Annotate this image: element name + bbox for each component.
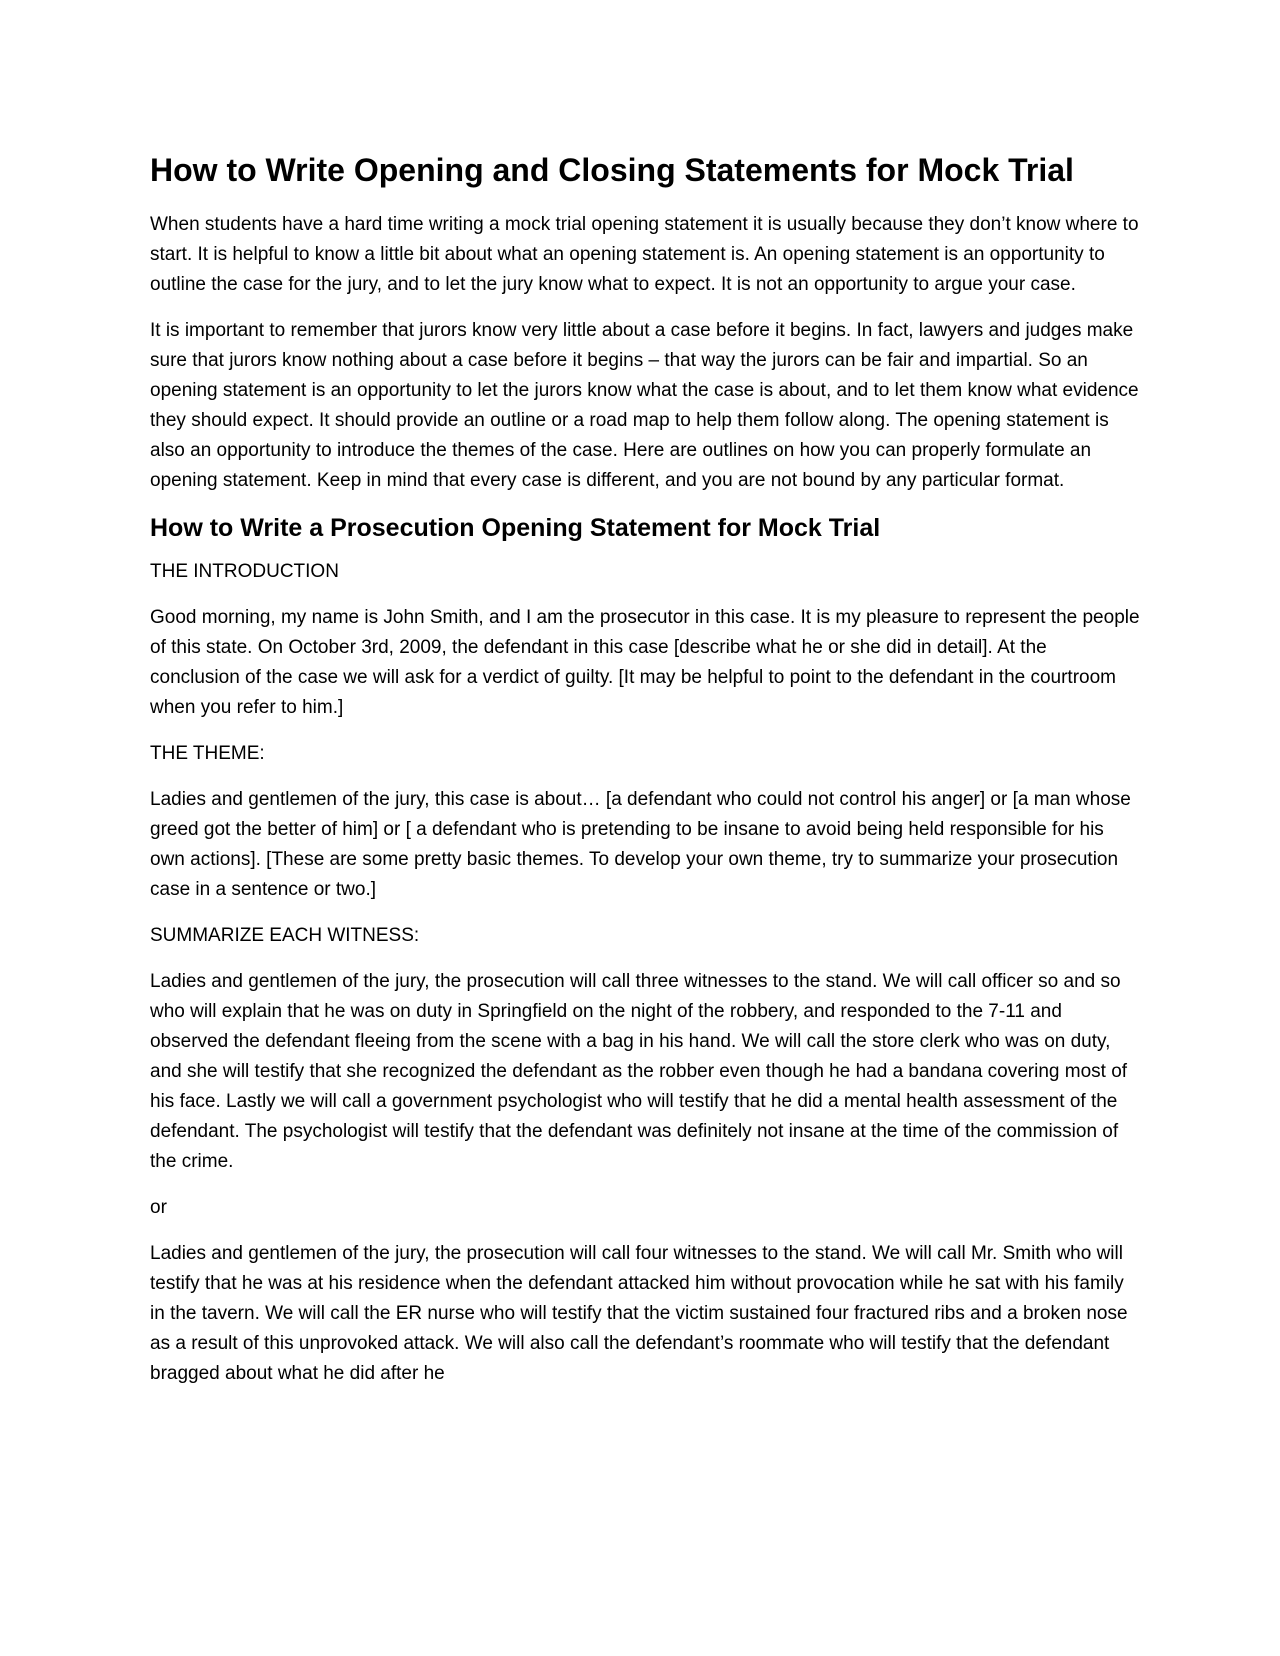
introduction-text: Good morning, my name is John Smith, and I am the prosecutor in this case. It is my pleasure to represent the people of this state. On October 3rd, 2009, the defendant in this case [describe what he or she did in detail]. At the conclusion of the case we will ask for a verdict of guilty. [It may be helpful to point to the defendant in the courtroom when you refer to him.] xyxy=(150,606,1140,718)
theme-label: THE THEME: xyxy=(150,742,265,764)
witness-text-1: Ladies and gentlemen of the jury, the prosecution will call three witnesses to the stand. We will call officer so and so who will explain that he was on duty in Springfield on the night of the robbery, and responded to the 7-11 and observed the defendant fleeing from the scene with a bag in his hand. We will call the store clerk who was on duty, and she will testify that she recognized the defendant as the robber even though he had a bandana covering most of his face. Lastly we will call a government psychologist who will testify that he did a mental health assessment of the defendant. The psychologist will testify that the defendant was definitely not insane at the time of the commission of the crime. xyxy=(150,970,1128,1172)
theme-text: Ladies and gentlemen of the jury, this case is about… [a defendant who could not control his anger] or [a man whose greed got the better of him] or [ a defendant who is pretending to be insane to avoid being held responsible for his own actions]. [These are some pretty basic themes. To develop your own theme, try to summarize your prosecution case in a sentence or two.] xyxy=(150,788,1131,900)
intro-paragraph-2: It is important to remember that jurors know very little about a case before it begins. In fact, lawyers and judges make sure that jurors know nothing about a case before it begins – that way the jurors can be fair and impartial. So an opening statement is an opportunity to let the jurors know what the case is about, and to let them know what evidence they should expect. It should provide an outline or a road map to help them follow along. The opening statement is also an opportunity to introduce the themes of the case. Here are outlines on how you can properly formulate an opening statement. Keep in mind that every case is different, and you are not bound by any particular format. xyxy=(150,320,1139,491)
witness-label: SUMMARIZE EACH WITNESS: xyxy=(150,924,420,946)
introduction-label: THE INTRODUCTION xyxy=(150,560,339,582)
witness-text-2: Ladies and gentlemen of the jury, the prosecution will call four witnesses to the stand. We will call Mr. Smith who will testify that he was at his residence when the defendant attacked him without provocation while he sat with his family in the tavern. We will call the ER nurse who will testify that the victim sustained four fractured ribs and a broken nose as a result of this unprovoked attack. We will also call the defendant’s roommate who will testify that the defendant bragged about what he did after he xyxy=(150,1242,1128,1384)
document-page xyxy=(150,150,1140,1405)
section-heading: How to Write a Prosecution Opening Statement for Mock Trial xyxy=(150,514,881,542)
or-separator: or xyxy=(150,1196,167,1218)
intro-paragraph-1: When students have a hard time writing a mock trial opening statement it is usually because they don’t know where to start. It is helpful to know a little bit about what an opening statement is. An opening statement is an opportunity to outline the case for the jury, and to let the jury know what to expect. It is not an opportunity to argue your case. xyxy=(150,214,1139,295)
document-title: How to Write Opening and Closing Statements for Mock Trial xyxy=(150,152,1074,188)
